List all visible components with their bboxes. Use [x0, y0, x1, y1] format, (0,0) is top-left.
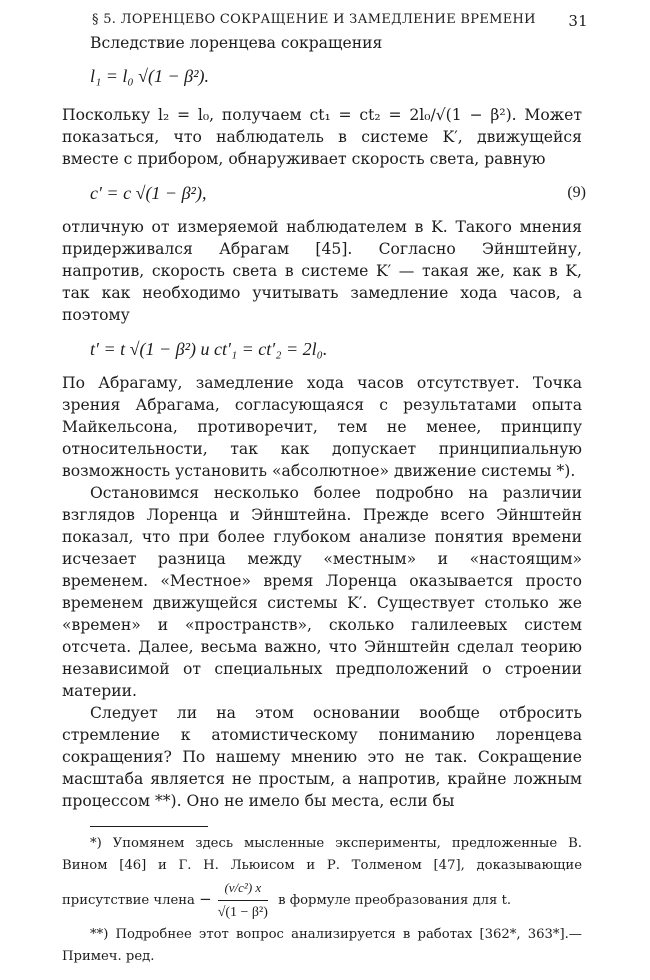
- paragraph-5: Остановимся несколько более подробно на различии взглядов Лоренца и Эйнштейна. Прежде всего Эйнштейн показал, что при более глубоком анализе понятия времени исчезает разница между «местным» и «настоящим» временем. «Местное» время Лоренца оказывается просто временем движущейся системы K′. Существует столько же «времен» и «пространств», сколько галилеевых систем отсчета. Далее, весьма важно, что Эйнштейн сделал теорию независимой от специальных предположений о строении материи.: [62, 484, 582, 700]
- fraction-denominator: √(1 − β²): [217, 905, 268, 920]
- footnote-1-text: *) Упомянем здесь мысленные эксперименты, предложенные В. Вином [46] и Г. Н. Льюисом и Р. Толменом [47], доказывающие присутствие члена: [62, 836, 582, 908]
- footnote-2-text: **) Подробнее этот вопрос анализируется в работах [362*, 363*].— Примеч. ред.: [62, 927, 582, 964]
- running-header: [62, 8, 588, 32]
- equation-number: (9): [567, 184, 586, 201]
- paragraph-2: Поскольку l₂ = l₀, получаем ct₁ = ct₂ = 2l₀/√(1 − β²). Может показаться, что наблюдатель в системе K′, движущейся вместе с прибором, обнаруживает скорость света, равную: [62, 106, 582, 168]
- page-number: 31: [568, 12, 588, 30]
- formula-9-expression: c′ = c √(1 − β²),: [90, 183, 207, 203]
- footnote-divider: [90, 826, 208, 827]
- paragraph-6: Следует ли на этом основании вообще отбросить стремление к атомистическому пониманию лоренцева сокращения? По нашему мнению это не так. Сокращение масштаба является не простым, а напротив, крайне ложным процессом **). Оно не имело бы места, если бы: [62, 704, 582, 810]
- book-page: [62, 8, 588, 968]
- section-title: § 5. ЛОРЕНЦЕВО СОКРАЩЕНИЕ И ЗАМЕДЛЕНИЕ ВРЕМЕНИ: [92, 12, 536, 27]
- paragraph-4: По Абрагаму, замедление хода часов отсутствует. Точка зрения Абрагама, согласующаяся с результатами опыта Майкельсона, противоречит, тем не менее, принципу относительности, так как допускает принципиальную возможность установить «абсолютное» движение системы *).: [62, 374, 582, 480]
- fraction-numerator: (v/c²) x: [218, 877, 268, 901]
- footnote-1-tail: в формуле преобразования для t.: [278, 893, 512, 908]
- formula-contraction: l₁ = l₀ √(1 − β²).: [90, 66, 210, 86]
- footnote-1-fraction: [218, 877, 268, 924]
- formula-time-dilation: t′ = t √(1 − β²) и ct′₁ = ct′₂ = 2l₀.: [90, 339, 328, 359]
- paragraph-3: отличную от измеряемой наблюдателем в K. Такого мнения придерживался Абрагам [45]. Согласно Эйнштейну, напротив, скорость света в системе K′ — такая же, как в K, так как необходимо учитывать замедление хода часов, а поэтому: [62, 218, 582, 324]
- footnote-2: [62, 924, 582, 968]
- paragraph-1: Вследствие лоренцева сокращения: [90, 34, 383, 52]
- footnote-1: *) Упомянем здесь мысленные эксперименты, предложенные В. Вином [46] и Г. Н. Льюисом и Р. Толменом [47], доказывающие присутствие члена − $\frac{\text{(v/c²) x}}{\text{√(1 − β²)}}$ в формуле преобразования для t.: [62, 833, 582, 924]
- formula-9: [90, 176, 586, 210]
